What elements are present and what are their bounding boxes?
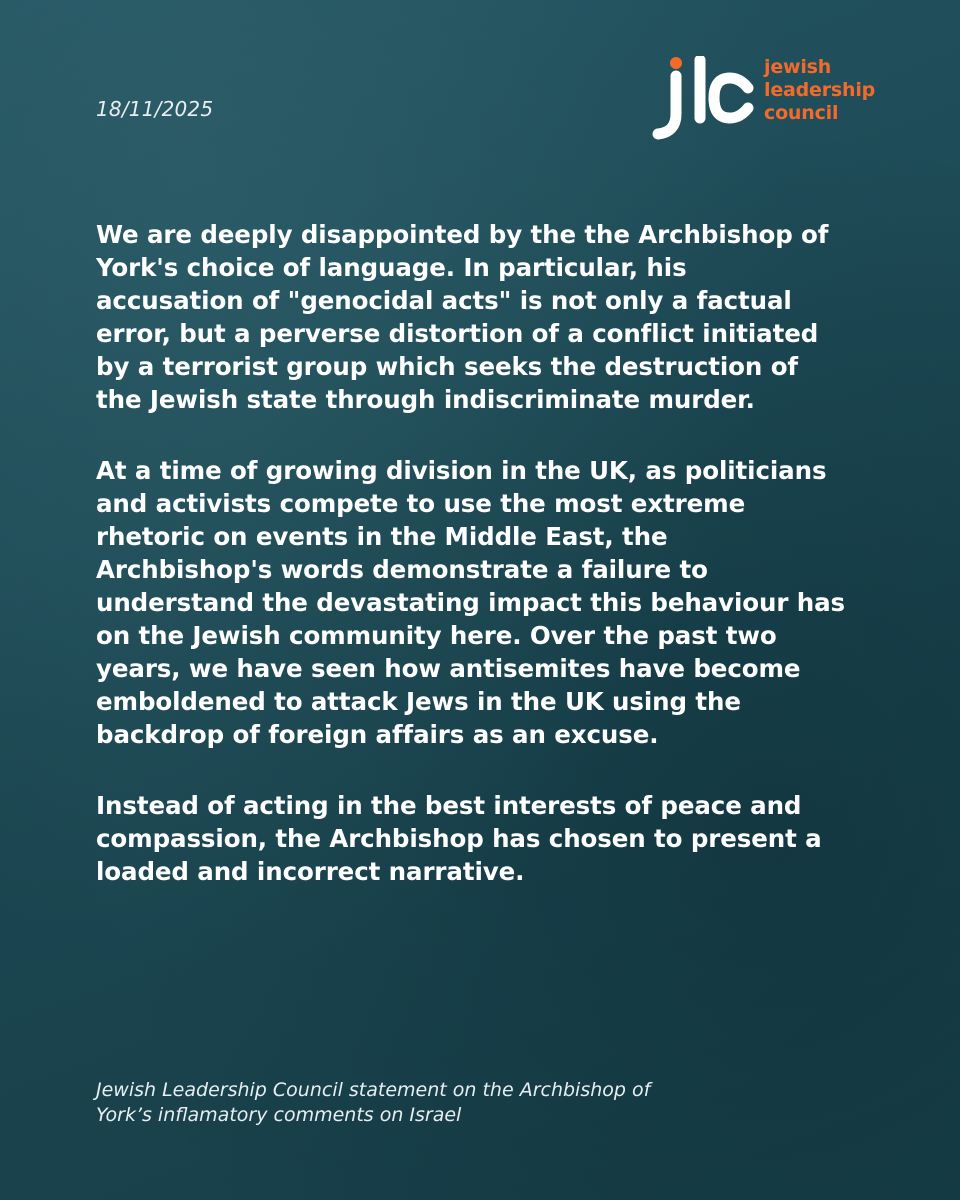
paragraph-line: loaded and incorrect narrative. — [96, 857, 525, 886]
paragraph-3 — [96, 789, 896, 888]
paragraph-1 — [96, 218, 896, 416]
paragraph-line: understand the devastating impact this behaviour has — [96, 588, 846, 617]
statement-date: 18/11/2025 — [96, 97, 214, 121]
paragraph-line: Archbishop's words demonstrate a failure to — [96, 555, 708, 584]
paragraph-2 — [96, 454, 896, 751]
paragraph-line: Instead of acting in the best interests of peace and — [96, 791, 802, 820]
paragraph-line: York's choice of language. In particular, his — [96, 253, 687, 282]
statement-body — [96, 218, 896, 926]
statement-caption — [96, 1078, 876, 1128]
paragraph-line: by a terrorist group which seeks the destruction of — [96, 352, 798, 381]
logo-line-jewish: jewish — [764, 56, 832, 78]
paragraph-line: error, but a perverse distortion of a conflict initiated — [96, 319, 819, 348]
paragraph-line: emboldened to attack Jews in the UK using the — [96, 687, 741, 716]
paragraph-line: At a time of growing division in the UK, as politicians — [96, 456, 827, 485]
paragraph-line: rhetoric on events in the Middle East, the — [96, 522, 668, 551]
paragraph-line: and activists compete to use the most extreme — [96, 489, 746, 518]
logo-line-leadership: leadership — [764, 79, 876, 101]
paragraph-line: on the Jewish community here. Over the past two — [96, 621, 777, 650]
paragraph-line: compassion, the Archbishop has chosen to present a — [96, 824, 822, 853]
caption-line: York’s inflamatory comments on Israel — [96, 1104, 462, 1126]
logo-line-council: council — [764, 102, 839, 124]
paragraph-line: accusation of "genocidal acts" is not only a factual — [96, 286, 792, 315]
jlc-logo-mark — [644, 56, 756, 140]
jlc-logo — [644, 56, 884, 146]
paragraph-line: the Jewish state through indiscriminate murder. — [96, 385, 755, 414]
paragraph-line: We are deeply disappointed by the the Archbishop of — [96, 220, 829, 249]
paragraph-line: backdrop of foreign affairs as an excuse. — [96, 720, 659, 749]
paragraph-line: years, we have seen how antisemites have become — [96, 654, 801, 683]
caption-line: Jewish Leadership Council statement on the Archbishop of — [96, 1079, 651, 1101]
jlc-logo-wordmark — [764, 56, 875, 125]
